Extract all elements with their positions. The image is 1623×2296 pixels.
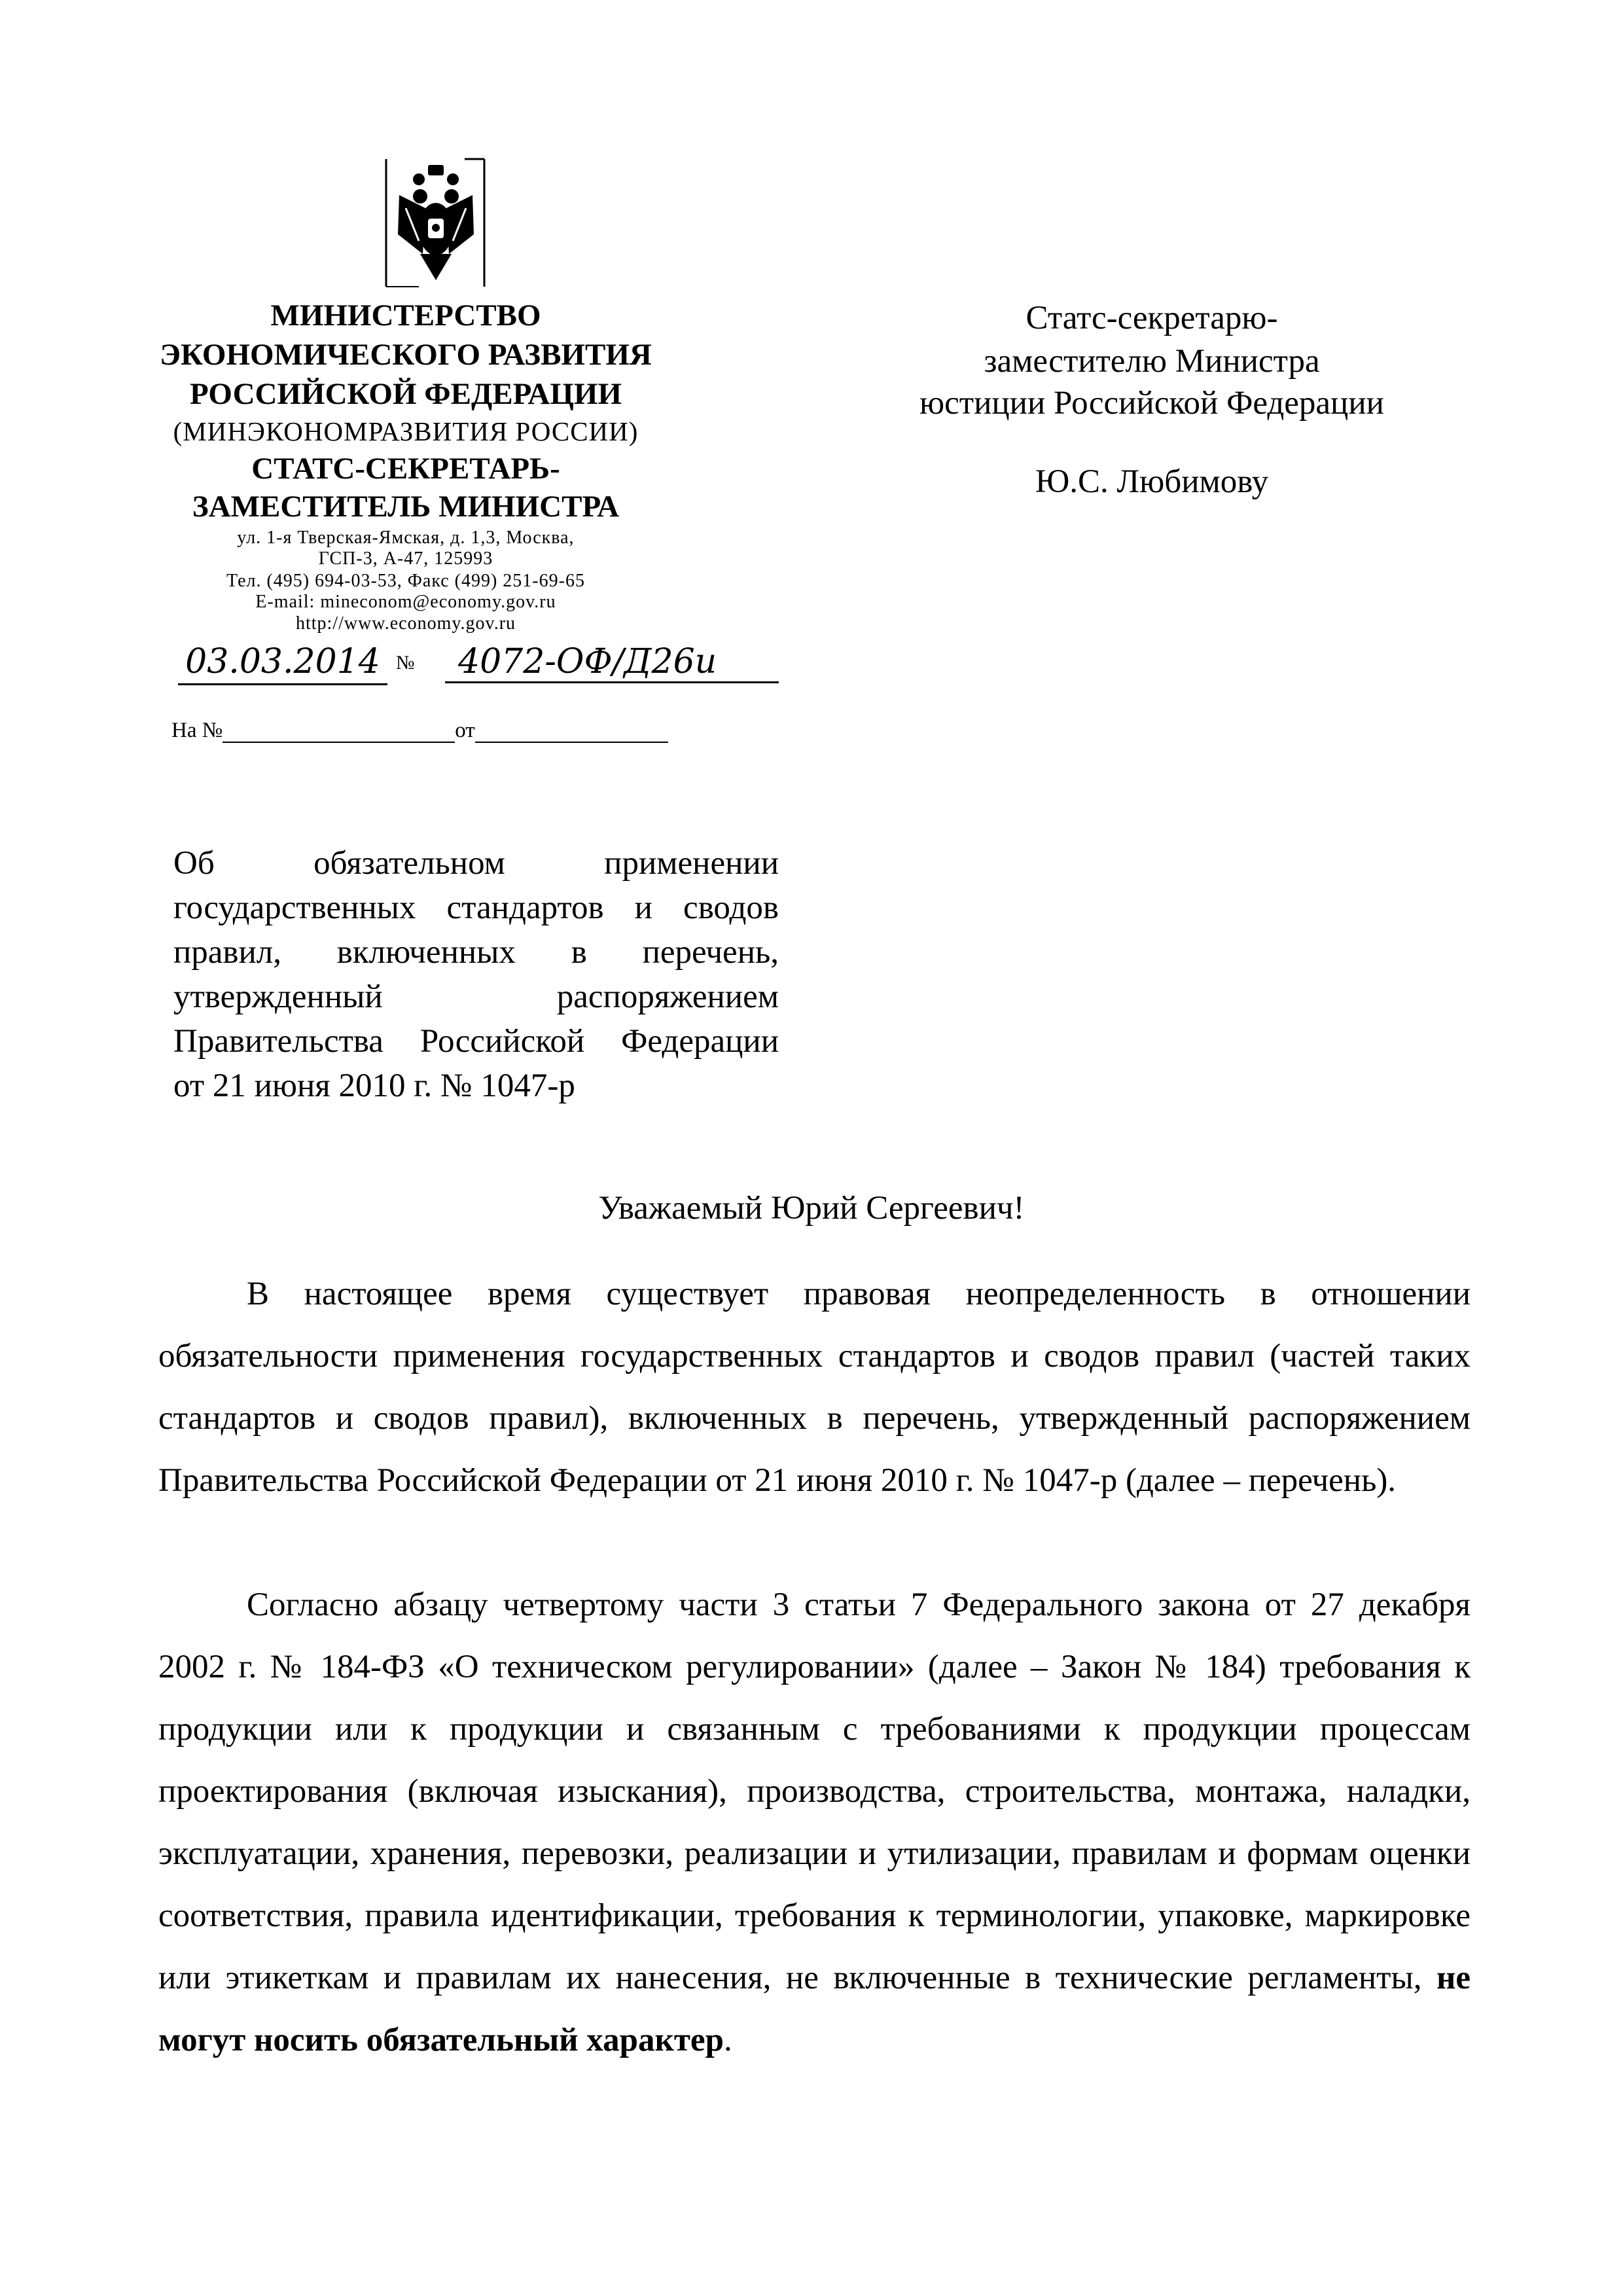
body-paragraph bbox=[158, 1574, 1471, 2072]
ministry-abbreviation: (МИНЭКОНОМРАЗВИТИЯ РОССИИ) bbox=[173, 416, 639, 446]
ministry-address: ул. 1-я Тверская-Ямская, д. 1,3, Москва, bbox=[237, 528, 575, 548]
registration-date: 03.03.2014 bbox=[178, 640, 387, 685]
ministry-website: http://www.economy.gov.ru bbox=[295, 613, 516, 634]
reference-number-blank bbox=[223, 722, 455, 743]
subject-line: от 21 июня 2010 г. № 1047-р bbox=[173, 1067, 575, 1104]
sender-position-line: СТАТС-СЕКРЕТАРЬ- bbox=[251, 452, 560, 486]
ministry-name-line: МИНИСТЕРСТВО bbox=[270, 298, 541, 332]
ministry-phone-fax: Тел. (495) 694-03-53, Факс (499) 251-69-65 bbox=[226, 571, 585, 591]
ministry-name-line: РОССИЙСКОЙ ФЕДЕРАЦИИ bbox=[190, 377, 622, 411]
subject-line: правил, включенных в перечень, bbox=[173, 934, 779, 971]
salutation: Уважаемый Юрий Сергеевич! bbox=[598, 1190, 1025, 1227]
ministry-email: E-mail: mineconom@economy.gov.ru bbox=[255, 592, 556, 612]
body-paragraph-text: Согласно абзацу четвертому части 3 статьи 7 Федерального закона от 27 декабря 2002 г. № 184-ФЗ «О техническом регулировании» (далее – Закон № 184) требования к продукции или к продукции и связанным с требованиями к продукции процессам проектирования (включая изыскания), производства, строительства, монтажа, наладки, эксплуатации, хранения, перевозки, реализации и утилизации, правилам и формам оценки соответствия, правила идентификации, требования к терминологии, упаковке, маркировке или этикеткам и правилам их нанесения, не включенные в технические регламенты, bbox=[158, 1587, 1471, 1996]
letter-subject bbox=[173, 841, 779, 1108]
registration-number: 4072-ОФ/Д26и bbox=[445, 640, 779, 683]
reference-line bbox=[171, 719, 668, 743]
coat-of-arms-icon bbox=[380, 156, 492, 290]
ministry-name-line: ЭКОНОМИЧЕСКОГО РАЗВИТИЯ bbox=[160, 338, 652, 372]
subject-line: Правительства Российской Федерации bbox=[173, 1023, 779, 1060]
subject-line: государственных стандартов и сводов bbox=[173, 889, 779, 926]
reference-from-label: от bbox=[455, 719, 475, 742]
body-paragraph-emphasis: не могут носить обязательный характер bbox=[158, 1960, 1471, 2058]
addressee-name: Ю.С. Любимову bbox=[1035, 463, 1269, 500]
subject-line: утвержденный распоряжением bbox=[173, 978, 779, 1015]
addressee-position-line: юстиции Российской Федерации bbox=[919, 385, 1384, 422]
body-paragraph-end: . bbox=[723, 2022, 732, 2058]
subject-line: Об обязательном применении bbox=[173, 845, 779, 882]
reference-prefix: На № bbox=[171, 719, 223, 742]
reference-date-blank bbox=[475, 722, 668, 743]
addressee-position-line: заместителю Министра bbox=[984, 343, 1320, 380]
registration-number-label: № bbox=[396, 652, 415, 673]
sender-position-line: ЗАМЕСТИТЕЛЬ МИНИСТРА bbox=[192, 490, 620, 524]
ministry-postal-code: ГСП-3, А-47, 125993 bbox=[318, 548, 493, 569]
body-paragraph: В настоящее время существует правовая неопределенность в отношении обязательности применения государственных стандартов и сводов правил (частей таких стандартов и сводов правил), включенных в перечень, утвержденный распоряжением Правительства Российской Федерации от 21 июня 2010 г. № 1047-р (далее – перечень). bbox=[158, 1276, 1471, 1499]
addressee-position-line: Статс-секретарю- bbox=[1026, 300, 1278, 336]
